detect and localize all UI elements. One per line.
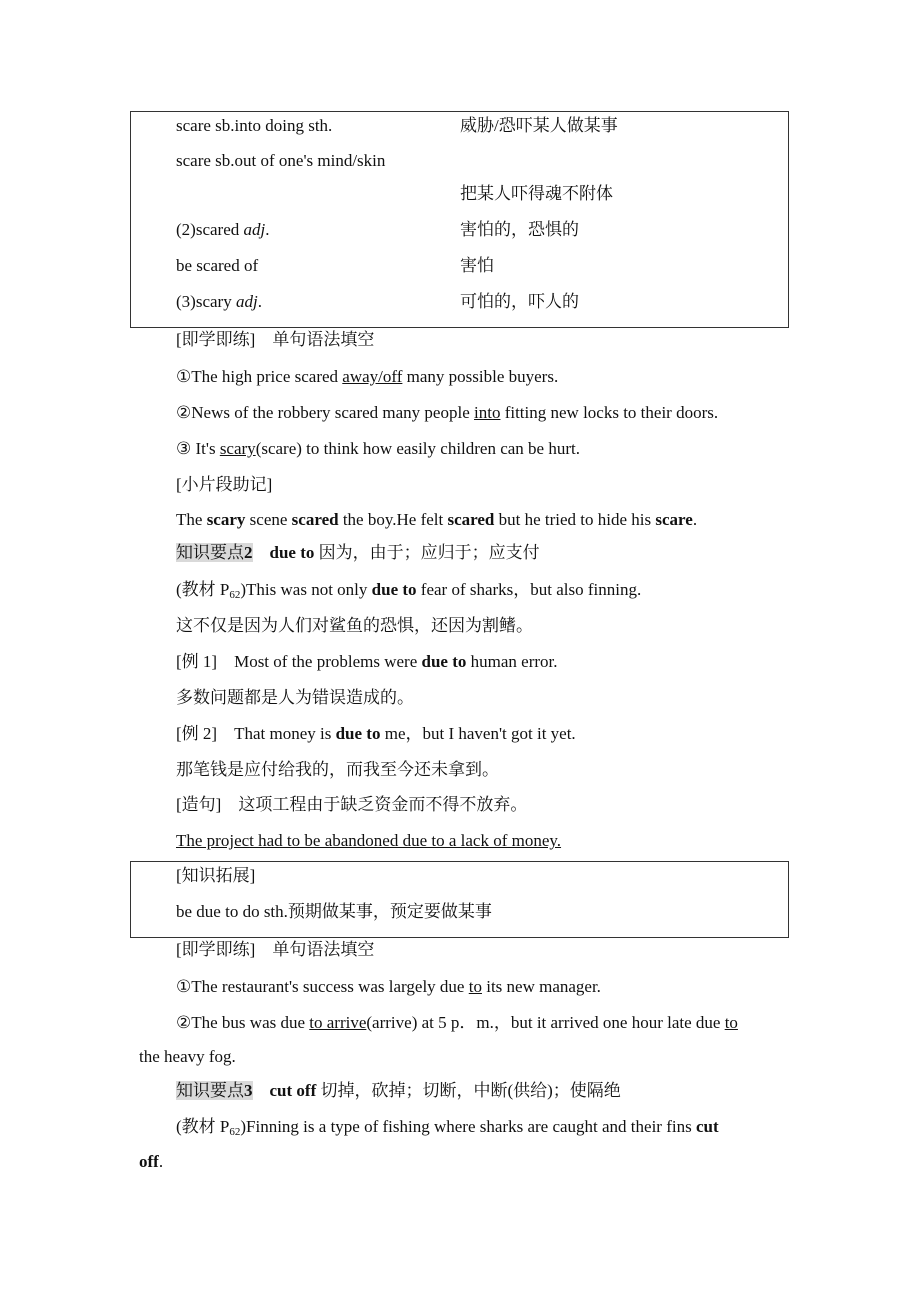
- text-line: [176, 150, 385, 172]
- answer-text: into: [474, 403, 501, 422]
- section-label: 3: [244, 1081, 253, 1100]
- text-segment: [造句] 这项工程由于缺乏资金而不得不放弃。: [176, 795, 528, 814]
- answer-text: away/off: [342, 367, 403, 386]
- text-segment: scary: [206, 510, 246, 529]
- text-segment: 因为，由于；应归于；应支付: [314, 543, 540, 562]
- text-segment: (教材 P: [176, 580, 230, 599]
- section-label: 知识要点: [176, 543, 244, 562]
- text-segment: (教材 P: [176, 1117, 230, 1136]
- text-segment: due to: [335, 724, 381, 743]
- text-line: [460, 115, 618, 137]
- text-segment: )Finning is a type of fishing where sharks are caught and their fins: [240, 1117, 696, 1136]
- text-segment: scare sb.into doing sth.: [176, 116, 333, 135]
- text-line: [176, 219, 269, 241]
- text-segment: (scare) to think how easily children can be hurt.: [255, 439, 580, 458]
- text-segment: ①The restaurant's success was largely due: [176, 977, 469, 996]
- text-segment: cut: [695, 1117, 719, 1136]
- text-segment: 切掉，砍掉；切断，中断(供给)；使隔绝: [316, 1081, 621, 1100]
- text-line: [139, 1151, 163, 1173]
- text-segment: 威胁/恐吓某人做某事: [460, 116, 618, 135]
- text-segment: its new manager.: [481, 977, 601, 996]
- text-segment: due to: [371, 580, 417, 599]
- text-segment: [即学即练] 单句语法填空: [176, 940, 375, 959]
- answer-text: scary: [219, 439, 256, 458]
- section-label: 2: [244, 543, 253, 562]
- text-line: [176, 474, 272, 496]
- text-segment: 这不仅是因为人们对鲨鱼的恐惧，还因为割鳍。: [176, 616, 533, 635]
- text-segment: .: [257, 292, 262, 311]
- text-segment: but he tried to hide his: [494, 510, 656, 529]
- text-line: [176, 687, 414, 709]
- text-segment: scene: [245, 510, 292, 529]
- text-segment: 多数问题都是人为错误造成的。: [176, 688, 414, 707]
- text-line: [176, 865, 255, 887]
- text-segment: (3)scary: [176, 292, 236, 311]
- text-line: [176, 723, 576, 745]
- text-segment: 62: [229, 589, 241, 601]
- text-line: [176, 901, 492, 923]
- text-segment: be due to do sth.预期做某事，预定要做某事: [176, 902, 492, 921]
- text-line: [176, 291, 262, 313]
- text-segment: the heavy fog.: [139, 1047, 236, 1066]
- text-segment: [例 1] Most of the problems were: [176, 652, 422, 671]
- text-line: [176, 366, 558, 388]
- text-line: [460, 291, 579, 313]
- text-segment: me，but I haven't got it yet.: [380, 724, 576, 743]
- text-segment: .: [265, 220, 270, 239]
- text-segment: many possible buyers.: [402, 367, 559, 386]
- text-line: [176, 830, 561, 852]
- text-line: [176, 1116, 719, 1143]
- text-segment: 把某人吓得魂不附体: [460, 184, 613, 203]
- text-line: [176, 794, 527, 816]
- text-segment: due to: [269, 543, 315, 562]
- text-segment: ②The bus was due: [176, 1013, 310, 1032]
- text-segment: scared: [447, 510, 495, 529]
- text-segment: [小片段助记]: [176, 475, 273, 494]
- text-line: [176, 759, 499, 781]
- text-line: [176, 255, 258, 277]
- text-segment: (arrive) at 5 p．m.，but it arrived one hour late due: [366, 1013, 725, 1032]
- text-line: [176, 509, 697, 531]
- answer-text: to: [724, 1013, 738, 1032]
- text-line: [139, 1046, 236, 1068]
- text-line: [176, 579, 641, 606]
- text-segment: .: [158, 1152, 164, 1171]
- text-line: [176, 115, 332, 137]
- text-segment: 那笔钱是应付给我的，而我至今还未拿到。: [176, 760, 499, 779]
- text-segment: 害怕的，恐惧的: [460, 220, 579, 239]
- answer-text: to arrive: [309, 1013, 367, 1032]
- text-segment: (2)scared: [176, 220, 244, 239]
- text-segment: scare: [655, 510, 693, 529]
- text-line: [460, 219, 579, 241]
- text-segment: )This was not only: [240, 580, 372, 599]
- text-segment: off: [139, 1152, 159, 1171]
- text-segment: ③ It's: [176, 439, 220, 458]
- text-segment: due to: [421, 652, 467, 671]
- text-segment: [即学即练] 单句语法填空: [176, 330, 375, 349]
- text-segment: [例 2] That money is: [176, 724, 336, 743]
- text-segment: [253, 543, 270, 562]
- text-segment: .: [692, 510, 698, 529]
- answer-text: to: [468, 977, 482, 996]
- text-segment: human error.: [466, 652, 558, 671]
- text-segment: 可怕的，吓人的: [460, 292, 579, 311]
- text-segment: be scared of: [176, 256, 259, 275]
- text-segment: ①The high price scared: [176, 367, 343, 386]
- text-segment: fitting new locks to their doors.: [500, 403, 719, 422]
- text-line: [176, 1080, 621, 1102]
- text-line: [176, 402, 718, 424]
- section-label: 知识要点: [176, 1081, 244, 1100]
- text-line: [176, 615, 533, 637]
- text-line: [176, 939, 374, 961]
- text-segment: adj: [243, 220, 266, 239]
- text-line: [176, 1012, 738, 1034]
- text-segment: ②News of the robbery scared many people: [176, 403, 474, 422]
- text-segment: the boy.He felt: [338, 510, 448, 529]
- text-segment: [253, 1081, 270, 1100]
- text-segment: 62: [229, 1126, 241, 1138]
- text-segment: [知识拓展]: [176, 866, 256, 885]
- text-line: [176, 438, 580, 460]
- text-segment: adj: [235, 292, 258, 311]
- text-segment: The: [176, 510, 207, 529]
- text-line: [460, 183, 613, 205]
- text-segment: scare sb.out of one's mind/skin: [176, 151, 386, 170]
- text-segment: fear of sharks，but also finning.: [416, 580, 642, 599]
- text-segment: 害怕: [460, 256, 494, 275]
- text-segment: scared: [291, 510, 339, 529]
- text-line: [460, 255, 494, 277]
- answer-text: The project had to be abandoned due to a lack of money.: [176, 831, 562, 850]
- text-line: [176, 542, 540, 564]
- text-line: [176, 976, 601, 998]
- text-line: [176, 329, 374, 351]
- text-segment: cut off: [269, 1081, 317, 1100]
- text-line: [176, 651, 558, 673]
